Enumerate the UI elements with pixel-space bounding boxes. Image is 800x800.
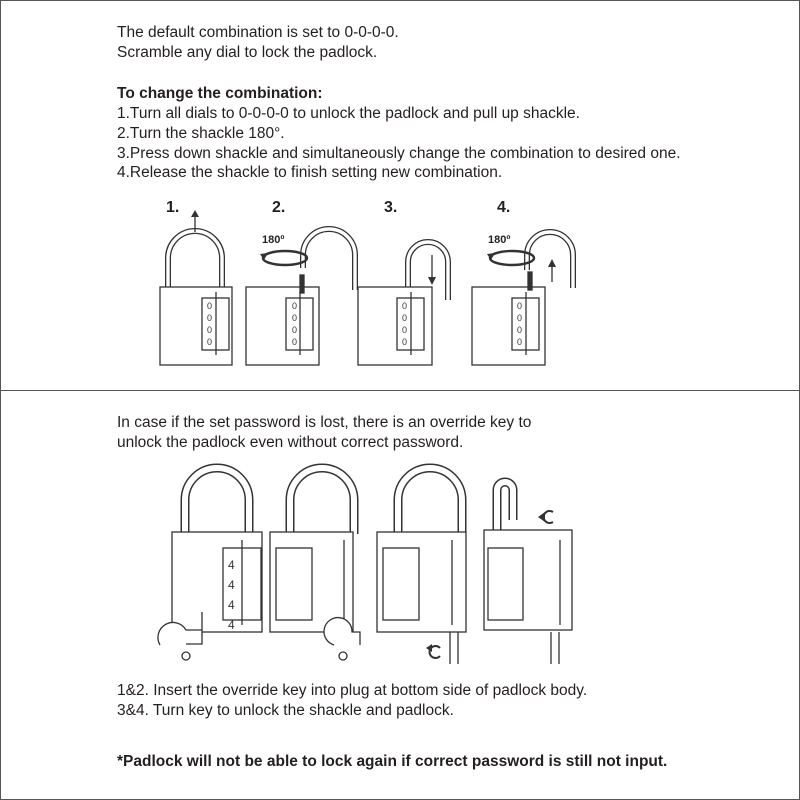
dial-number: 0 (402, 313, 408, 323)
override-key-step-4-figure (484, 482, 572, 664)
figure-label-1: 1. (166, 199, 180, 216)
dial-number: 0 (402, 301, 408, 311)
dial-number: 4 (228, 598, 235, 612)
change-step-1: 1.Turn all dials to 0-0-0-0 to unlock the padlock and pull up shackle. (117, 105, 580, 122)
override-step-1-2: 1&2. Insert the override key into plug at bottom side of padlock body. (117, 682, 588, 699)
change-step-3: 3.Press down shackle and simultaneously change the combination to desired one. (117, 145, 681, 162)
dial-number: 0 (402, 325, 408, 335)
relock-warning-note: *Padlock will not be able to lock again if correct password is still not input. (117, 753, 668, 770)
scramble-text: Scramble any dial to lock the padlock. (117, 44, 378, 61)
dial-number: 0 (207, 325, 213, 335)
dial-number: 0 (517, 325, 523, 335)
padlock-step-4-figure (472, 232, 573, 365)
change-step-2: 2.Turn the shackle 180°. (117, 125, 285, 142)
change-combination-heading: To change the combination: (117, 85, 323, 102)
override-step-3-4: 3&4. Turn key to unlock the shackle and padlock. (117, 702, 454, 719)
default-combination-text: The default combination is set to 0-0-0-0. (117, 24, 399, 41)
dial-number: 0 (292, 301, 298, 311)
dial-number: 0 (207, 301, 213, 311)
dial-number: 4 (228, 618, 235, 632)
dial-number: 0 (517, 301, 523, 311)
dial-number: 0 (207, 313, 213, 323)
dial-number: 0 (517, 337, 523, 347)
override-key-step-2-figure (270, 468, 360, 660)
dial-number: 4 (228, 558, 235, 572)
figure-label-4: 4. (497, 199, 511, 216)
rotation-label-step-4: 180º (488, 234, 511, 246)
dial-number: 0 (292, 313, 298, 323)
dial-number: 0 (292, 325, 298, 335)
dial-number: 4 (228, 578, 235, 592)
override-intro-line-1: In case if the set password is lost, there is an override key to (117, 414, 532, 431)
override-key-step-1-figure (158, 468, 262, 660)
dial-number: 0 (292, 337, 298, 347)
dial-number: 0 (517, 313, 523, 323)
change-step-4: 4.Release the shackle to finish setting new combination. (117, 164, 503, 181)
rotation-label-step-2: 180º (262, 234, 285, 246)
padlock-step-2-figure (246, 229, 355, 365)
dial-number: 0 (207, 337, 213, 347)
override-intro-line-2: unlock the padlock even without correct password. (117, 434, 464, 451)
dial-number: 0 (402, 337, 408, 347)
figure-label-2: 2. (272, 199, 286, 216)
padlock-step-1-figure (160, 210, 232, 365)
override-key-step-3-figure (377, 468, 466, 664)
figure-label-3: 3. (384, 199, 398, 216)
